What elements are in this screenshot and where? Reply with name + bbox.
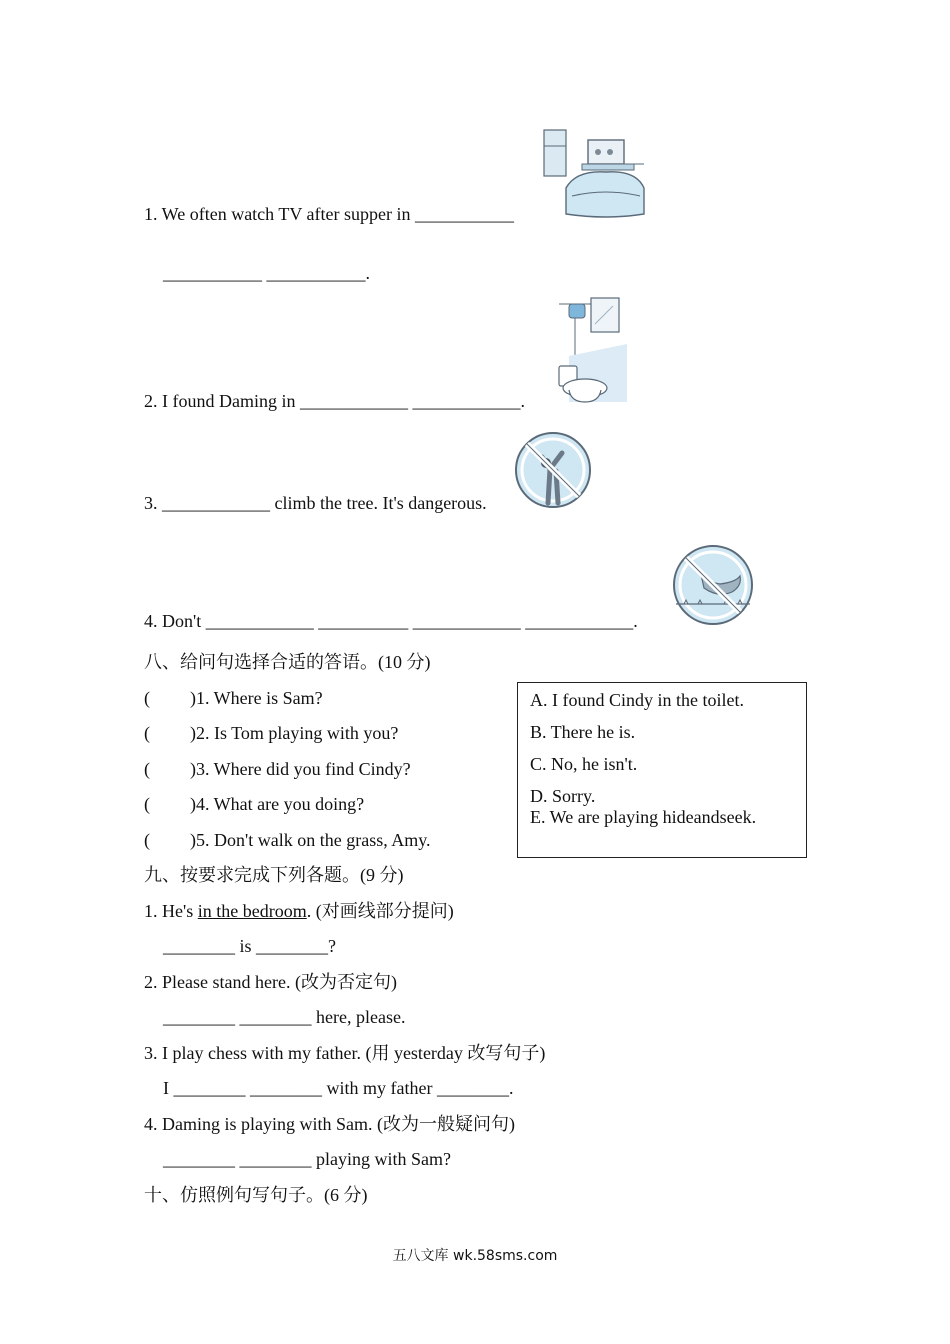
section8-heading: 八、给问句选择合适的答语。(10 分) bbox=[144, 652, 431, 672]
page-footer-watermark: 五八文库 wk.58sms.com bbox=[392, 1248, 558, 1264]
section8-question-4 bbox=[144, 793, 364, 815]
section9-question-1 bbox=[144, 900, 454, 922]
q7-3: 3. ____________ climb the tree. It's dangerous. bbox=[144, 493, 487, 513]
option-c: C. No, he isn't. bbox=[530, 754, 638, 774]
section9-answer-1[interactable]: ________ is ________? bbox=[163, 936, 336, 956]
section8-question-3 bbox=[144, 758, 411, 780]
section8-question-2 bbox=[144, 722, 398, 744]
toilet-illustration bbox=[555, 296, 629, 406]
section8-question-5 bbox=[144, 829, 431, 851]
section8-question-1 bbox=[144, 687, 323, 709]
answer-blank-2[interactable]: ( bbox=[144, 723, 150, 743]
question-text: )4. What are you doing? bbox=[190, 794, 365, 814]
section9-question-4: 4. Daming is playing with Sam. (改为一般疑问句) bbox=[144, 1114, 515, 1134]
option-a: A. I found Cindy in the toilet. bbox=[530, 690, 744, 710]
question-text: )1. Where is Sam? bbox=[190, 688, 323, 708]
q7-1-line1: 1. We often watch TV after supper in ___________ bbox=[144, 204, 514, 224]
question-text: 1. He's bbox=[144, 901, 198, 921]
answer-blank-4[interactable]: ( bbox=[144, 794, 150, 814]
section9-heading: 九、按要求完成下列各题。(9 分) bbox=[144, 865, 404, 885]
q7-1-line2: ___________ ___________. bbox=[163, 263, 370, 283]
underlined-phrase: in the bedroom bbox=[197, 901, 307, 921]
q7-2: 2. I found Daming in ____________ ____________. bbox=[144, 391, 525, 411]
no-climbing-sign-illustration bbox=[512, 429, 594, 511]
section10-heading: 十、仿照例句写句子。(6 分) bbox=[144, 1185, 368, 1205]
answer-blank-5[interactable]: ( bbox=[144, 830, 150, 850]
question-text: )5. Don't walk on the grass, Amy. bbox=[190, 830, 431, 850]
answer-blank-3[interactable]: ( bbox=[144, 759, 150, 779]
answer-options-box bbox=[517, 682, 807, 858]
section9-answer-2[interactable]: ________ ________ here, please. bbox=[163, 1007, 406, 1027]
section9-answer-4[interactable]: ________ ________ playing with Sam? bbox=[163, 1149, 451, 1169]
answer-blank-1[interactable]: ( bbox=[144, 688, 150, 708]
option-b: B. There he is. bbox=[530, 722, 636, 742]
option-e: E. We are playing hideandseek. bbox=[530, 807, 757, 827]
section9-answer-3[interactable]: I ________ ________ with my father ________. bbox=[163, 1078, 514, 1098]
question-instruction: . (对画线部分提问) bbox=[306, 901, 454, 921]
question-text: )3. Where did you find Cindy? bbox=[190, 759, 411, 779]
q7-4: 4. Don't ____________ __________ ____________ ____________. bbox=[144, 611, 638, 631]
section9-question-3: 3. I play chess with my father. (用 yesterday 改写句子) bbox=[144, 1043, 546, 1063]
section9-question-2: 2. Please stand here. (改为否定句) bbox=[144, 972, 397, 992]
question-text: )2. Is Tom playing with you? bbox=[190, 723, 399, 743]
living-room-illustration bbox=[536, 126, 648, 222]
no-walking-on-grass-sign-illustration bbox=[670, 542, 756, 628]
option-d: D. Sorry. bbox=[530, 786, 596, 806]
